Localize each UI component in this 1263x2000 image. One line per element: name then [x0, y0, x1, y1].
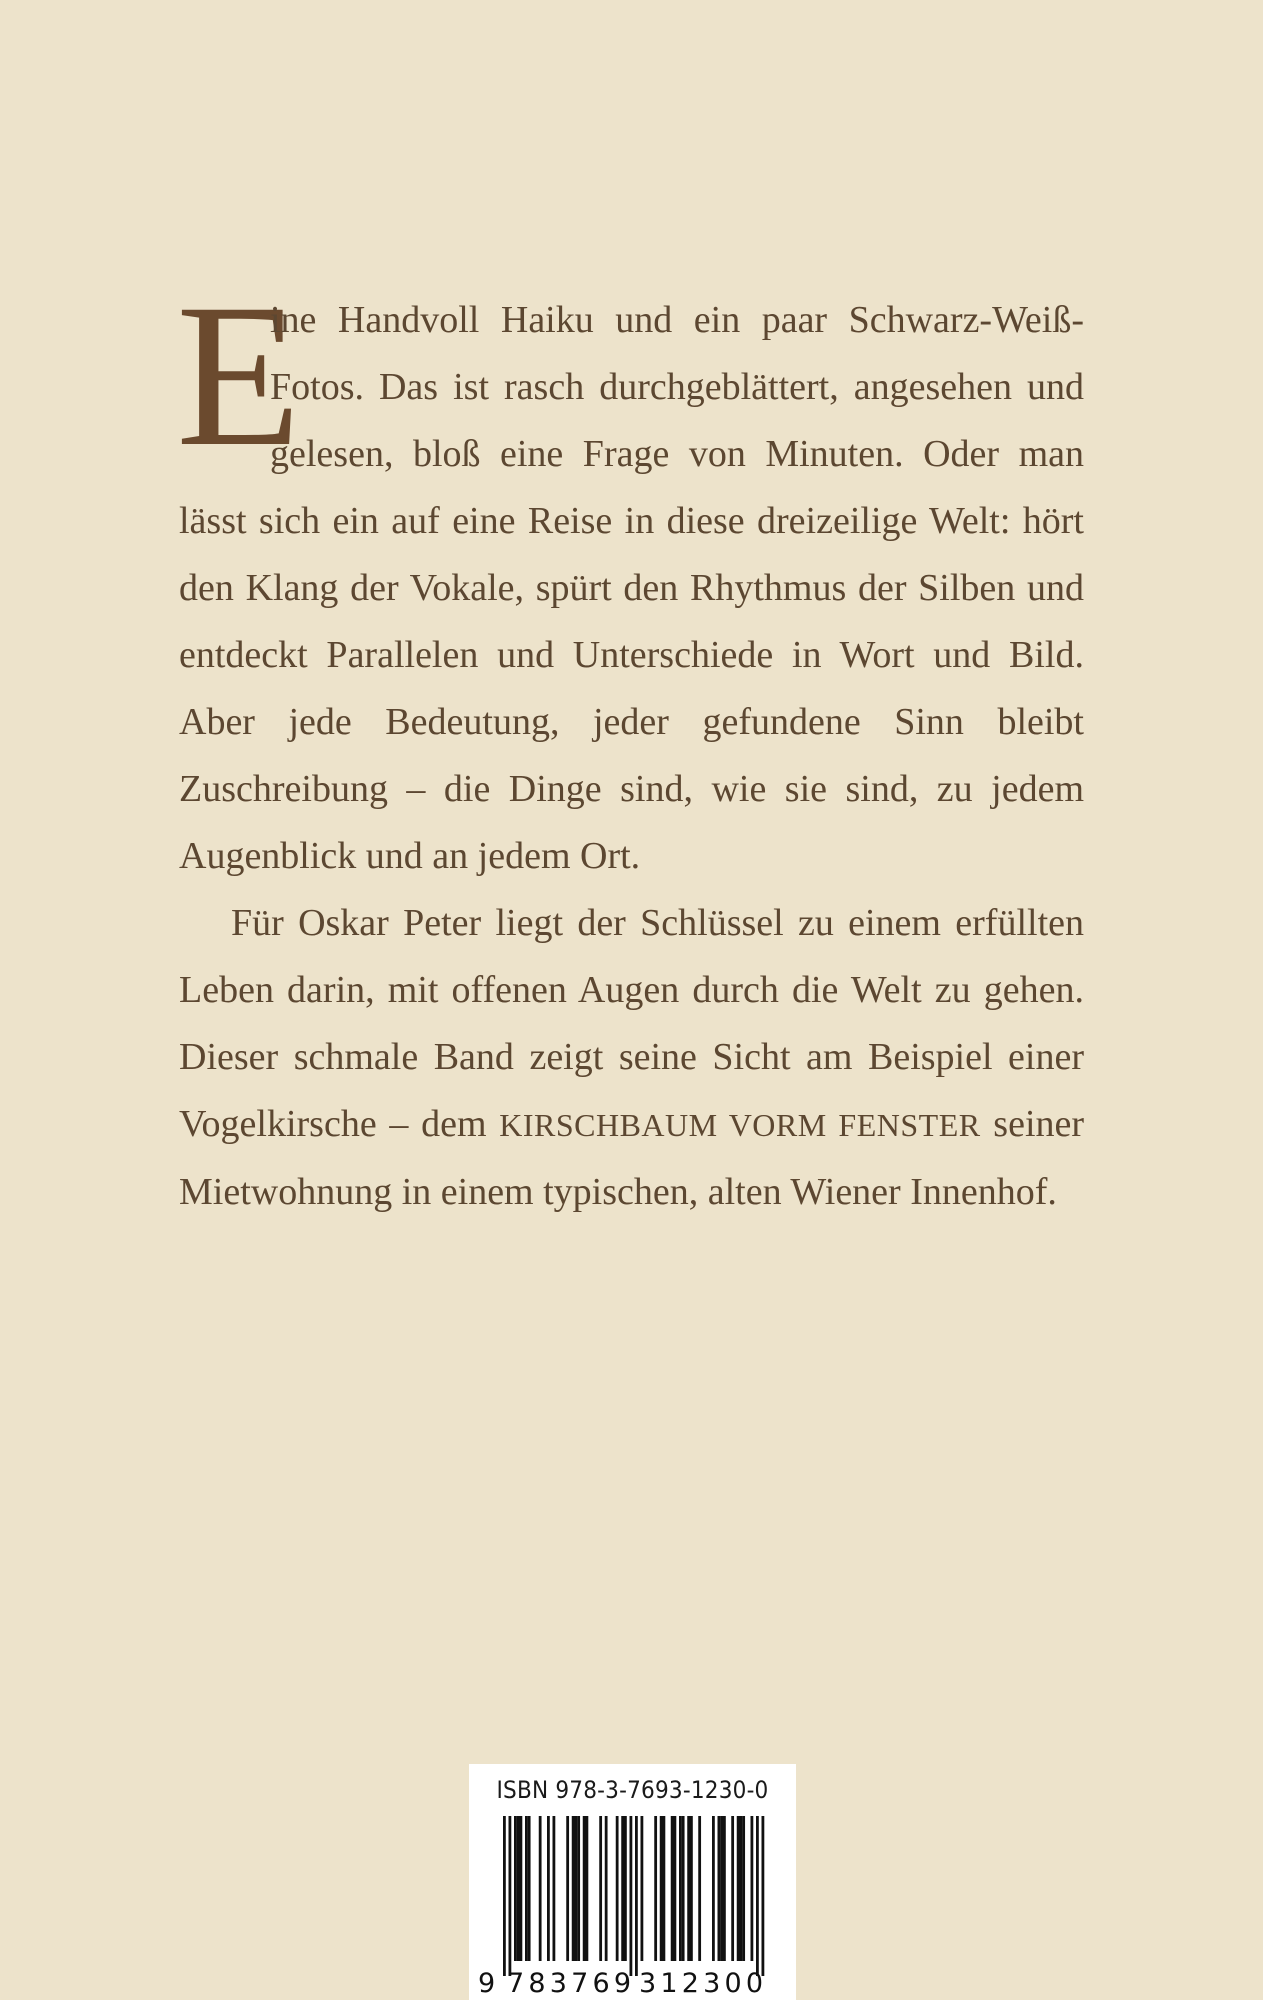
barcode-bar — [547, 1816, 550, 1961]
barcode-bar — [671, 1816, 674, 1961]
barcode-bar — [575, 1816, 578, 1961]
barcode-guard-bar — [635, 1816, 638, 1976]
barcode-bar — [654, 1816, 657, 1961]
barcode-bar — [566, 1816, 569, 1961]
barcode-bar — [572, 1816, 575, 1961]
barcode-bar — [660, 1816, 663, 1961]
barcode-guard-bar — [509, 1816, 512, 1976]
barcode-bar — [751, 1816, 754, 1961]
barcode-bar — [624, 1816, 627, 1961]
barcode-bar — [514, 1816, 517, 1961]
barcode-bar — [528, 1816, 531, 1961]
barcode-bars — [503, 1816, 764, 1976]
barcode-bar — [740, 1816, 743, 1961]
barcode-bar — [679, 1816, 682, 1961]
barcode-guard-bar — [503, 1816, 506, 1976]
barcode-bar — [690, 1816, 693, 1961]
barcode-left-digits: 783769 — [507, 1968, 631, 1999]
book-title-smallcaps: KIRSCHBAUM VORM FENSTER — [499, 1107, 981, 1143]
blurb-text — [176, 262, 1085, 1226]
blurb-paragraph-2 — [179, 890, 1084, 1226]
barcode-bar — [539, 1816, 542, 1961]
barcode-bar — [599, 1816, 602, 1961]
barcode-first-digit: 9 — [478, 1968, 496, 1999]
barcode-bar — [583, 1816, 586, 1961]
barcode-bar — [720, 1816, 723, 1961]
barcode-bar — [586, 1816, 589, 1961]
barcode-bar — [525, 1816, 528, 1961]
barcode-guard-bar — [756, 1816, 759, 1976]
barcode-bar — [641, 1816, 644, 1961]
blurb-paragraph-2-text-a: Für Oskar Peter liegt der Schlüssel zu einem erfüllten Leben darin, mit offenen Augen durch die Welt zu gehen. Dieser schmale Band zeigt seine Sicht am Beispiel einer Vogelkirsche – dem — [179, 902, 1084, 1145]
barcode-guard-bar — [762, 1816, 765, 1976]
isbn-label: ISBN 978-3-7693-1230-0 — [496, 1776, 769, 1804]
barcode-bar — [520, 1816, 523, 1961]
barcode-bar — [718, 1816, 721, 1961]
blurb-paragraph-2-text-b: seiner Mietwohnung in einem typischen, alten Wiener Innenhof. — [179, 1103, 1085, 1213]
barcode-graphic — [469, 1812, 796, 2000]
barcode-bar — [682, 1816, 685, 1961]
barcode-bar — [742, 1816, 745, 1961]
blurb-paragraph-1 — [176, 262, 1084, 890]
barcode-bar — [723, 1816, 726, 1961]
barcode-bar — [616, 1816, 619, 1961]
barcode-bar — [517, 1816, 520, 1961]
barcode-guard-bar — [630, 1816, 633, 1976]
blurb-paragraph-1-text: ine Handvoll Haiku und ein paar Schwarz-Weiß-Fotos. Das ist rasch durchgeblättert, angesehen und gelesen, bloß eine Frage von Minuten. Oder man lässt sich ein auf eine Reise in diese dreizeilige Welt: hört den Klang der Vokale, spürt den Rhythmus der Silben und entdeckt Parallelen und Unterschiede in Wort und Bild. Aber jede Bedeutung, jeder gefundene Sinn bleibt Zuschreibung – die Dinge sind, wie sie sind, zu jedem Augenblick und an jedem Ort. — [179, 299, 1084, 877]
barcode-bar — [737, 1816, 740, 1961]
barcode-bar — [731, 1816, 734, 1961]
barcode-bar — [698, 1816, 701, 1961]
barcode-bar — [674, 1816, 677, 1961]
barcode-bar — [605, 1816, 608, 1961]
barcode-right-digits: 312300 — [639, 1968, 763, 1999]
barcode-bar — [553, 1816, 556, 1961]
barcode-bar — [712, 1816, 715, 1961]
barcode-bar — [621, 1816, 624, 1961]
barcode-bar — [577, 1816, 580, 1961]
barcode-bar — [663, 1816, 666, 1961]
isbn-barcode — [469, 1764, 796, 2000]
barcode-bar — [687, 1816, 690, 1961]
drop-cap-letter: E — [176, 262, 302, 489]
